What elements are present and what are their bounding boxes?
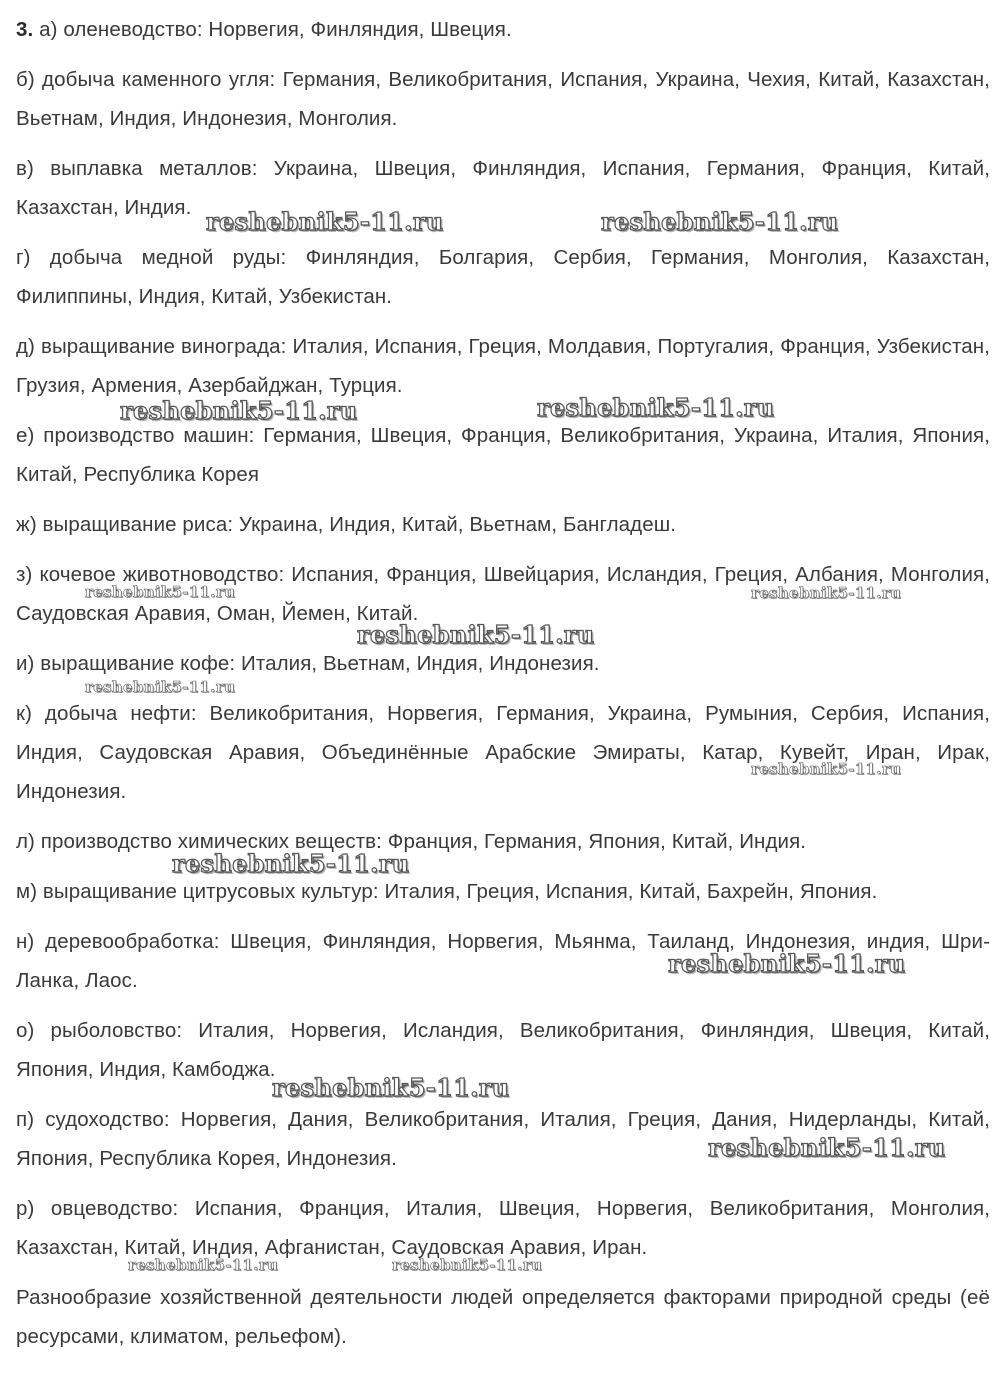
watermark: reshebnik5-11.ru <box>172 849 410 878</box>
watermark: reshebnik5-11.ru <box>357 620 595 649</box>
task-number: 3. <box>16 18 34 41</box>
answer-e: е) производство машин: Германия, Швеция, Франция, Великобритания, Украина, Италия, Япония, Китай, Республика Корея <box>16 424 990 486</box>
answer-o: о) рыболовство: Италия, Норвегия, Исландия, Великобритания, Финляндия, Швеция, Китай, Япония, Индия, Камбоджа. <box>16 1019 990 1081</box>
answer-z: з) кочевое животноводство: Испания, Франция, Швейцария, Исландия, Греция, Албания, Монголия, Саудовская Аравия, Оман, Йемен, Китай. <box>16 563 990 625</box>
answer-i: и) выращивание кофе: Италия, Вьетнам, Индия, Индонезия. <box>16 652 600 675</box>
watermark: reshebnik5-11.ru <box>120 396 358 425</box>
answer-zh: ж) выращивание риса: Украина, Индия, Китай, Вьетнам, Бангладеш. <box>16 513 677 536</box>
answer-r: р) овцеводство: Испания, Франция, Италия, Швеция, Норвегия, Великобритания, Монголия, Казахстан, Китай, Индия, Афганистан, Саудовская Аравия, Иран. <box>16 1197 990 1259</box>
document-body <box>16 10 990 1367</box>
answer-l: л) производство химических веществ: Франция, Германия, Япония, Китай, Индия. <box>16 830 807 853</box>
answer-a <box>16 10 990 49</box>
answer-v: в) выплавка металлов: Украина, Швеция, Финляндия, Испания, Германия, Франция, Китай, Казахстан, Индия. <box>16 157 990 219</box>
answer-p: п) судоходство: Норвегия, Дания, Великобритания, Италия, Греция, Дания, Нидерланды, Китай, Япония, Республика Корея, Индонезия. <box>16 1108 990 1170</box>
watermark: reshebnik5-11.ru <box>85 583 236 601</box>
watermark: reshebnik5-11.ru <box>708 1133 946 1162</box>
watermark: reshebnik5-11.ru <box>392 1256 543 1274</box>
answer-m: м) выращивание цитрусовых культур: Италия, Греция, Испания, Китай, Бахрейн, Япония. <box>16 880 878 903</box>
answer-g: г) добыча медной руды: Финляндия, Болгария, Сербия, Германия, Монголия, Казахстан, Филиппины, Индия, Китай, Узбекистан. <box>16 246 990 308</box>
answer-text: а) оленеводство: Норвегия, Финляндия, Швеция. <box>39 18 512 41</box>
watermark: reshebnik5-11.ru <box>272 1073 510 1102</box>
watermark: reshebnik5-11.ru <box>537 393 775 422</box>
watermark: reshebnik5-11.ru <box>668 949 906 978</box>
watermark: reshebnik5-11.ru <box>128 1256 279 1274</box>
answer-k: к) добыча нефти: Великобритания, Норвегия, Германия, Украина, Румыния, Сербия, Испания, Индия, Саудовская Аравия, Объединённые Арабские Эмираты, Катар, Кувейт, Иран, Ирак, Индонезия. <box>16 702 990 803</box>
watermark: reshebnik5-11.ru <box>85 678 236 696</box>
answer-n: н) деревообработка: Швеция, Финляндия, Норвегия, Мьянма, Таиланд, Индонезия, индия, Шри-Ланка, Лаос. <box>16 930 990 992</box>
watermark: reshebnik5-11.ru <box>601 207 839 236</box>
summary-text: Разнообразие хозяйственной деятельности людей определяется факторами природной среды (её ресурсами, климатом, рельефом). <box>16 1286 990 1348</box>
watermark: reshebnik5-11.ru <box>751 584 902 602</box>
answer-d: д) выращивание винограда: Италия, Испания, Греция, Молдавия, Португалия, Франция, Узбекистан, Грузия, Армения, Азербайджан, Турция. <box>16 335 990 397</box>
watermark: reshebnik5-11.ru <box>751 760 902 778</box>
answer-b: б) добыча каменного угля: Германия, Великобритания, Испания, Украина, Чехия, Китай, Казахстан, Вьетнам, Индия, Индонезия, Монголия. <box>16 68 990 130</box>
watermark: reshebnik5-11.ru <box>206 207 444 236</box>
